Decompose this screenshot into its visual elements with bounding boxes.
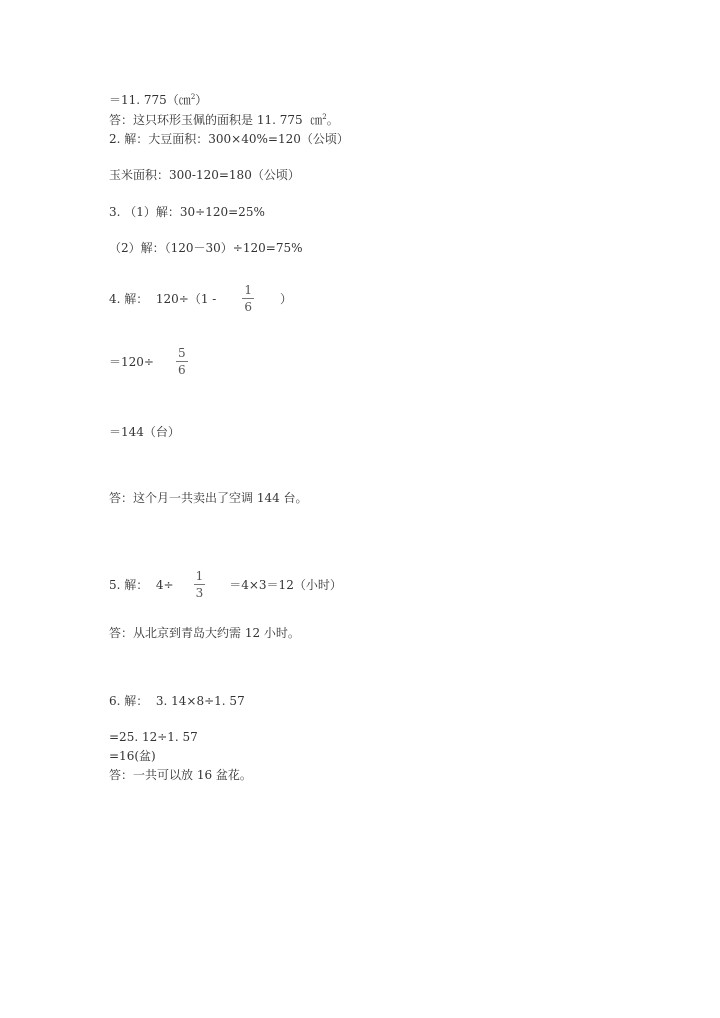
problem-6-line-3: =16(盆) (109, 749, 156, 763)
fraction-5-6 (176, 346, 188, 377)
numerator: 5 (177, 346, 186, 360)
problem-2-line: 2. 解：大豆面积：300×40%=120（公顷） (109, 132, 349, 146)
problem-6-line-2: =25. 12÷1. 57 (109, 730, 198, 744)
superscript: 2 (190, 93, 196, 101)
problem-4-line-3: ＝144（台） (109, 425, 180, 439)
numerator: 1 (195, 569, 204, 583)
text-segment: 5. 解： 4÷ (109, 577, 174, 592)
fraction-1-3 (194, 569, 206, 600)
text-segment: ＝4×3＝12（小时） (229, 577, 342, 592)
text-segment: ） (280, 291, 293, 306)
problem-6-line-1: 6. 解： 3. 14×8÷1. 57 (109, 694, 245, 708)
text-segment: ＝120÷ (109, 354, 154, 369)
problem-4-line-1 (109, 283, 292, 314)
denominator: 6 (177, 363, 186, 377)
denominator: 6 (244, 300, 252, 314)
problem-3-part-1: 3. （1）解：30÷120=25% (109, 205, 265, 219)
problem-2-corn-line: 玉米面积：300-120=180（公顷） (109, 168, 300, 182)
text-segment: 答：这只环形玉佩的面积是 11. 775 ㎝ (109, 113, 323, 127)
problem-5-answer: 答：从北京到青岛大约需 12 小时。 (109, 626, 300, 640)
text-segment: 4. 解： 120÷（1 - (109, 291, 217, 306)
numerator: 1 (244, 283, 252, 297)
fraction-1-6 (242, 283, 254, 314)
problem-4-line-2 (109, 346, 188, 377)
problem-3-part-2: （2）解：（120－30）÷120=75% (109, 241, 303, 255)
problem-4-answer: 答：这个月一共卖出了空调 144 台。 (109, 491, 308, 505)
text-segment: ） (195, 93, 208, 107)
answer-line-1 (109, 92, 207, 108)
problem-5-line (109, 569, 342, 600)
denominator: 3 (195, 586, 204, 600)
text-segment: ＝11. 775（㎝ (109, 93, 191, 107)
answer-line-2 (109, 112, 339, 128)
text-segment: 。 (326, 113, 339, 127)
problem-6-answer: 答：一共可以放 16 盆花。 (109, 768, 252, 782)
superscript: 2 (322, 113, 327, 121)
